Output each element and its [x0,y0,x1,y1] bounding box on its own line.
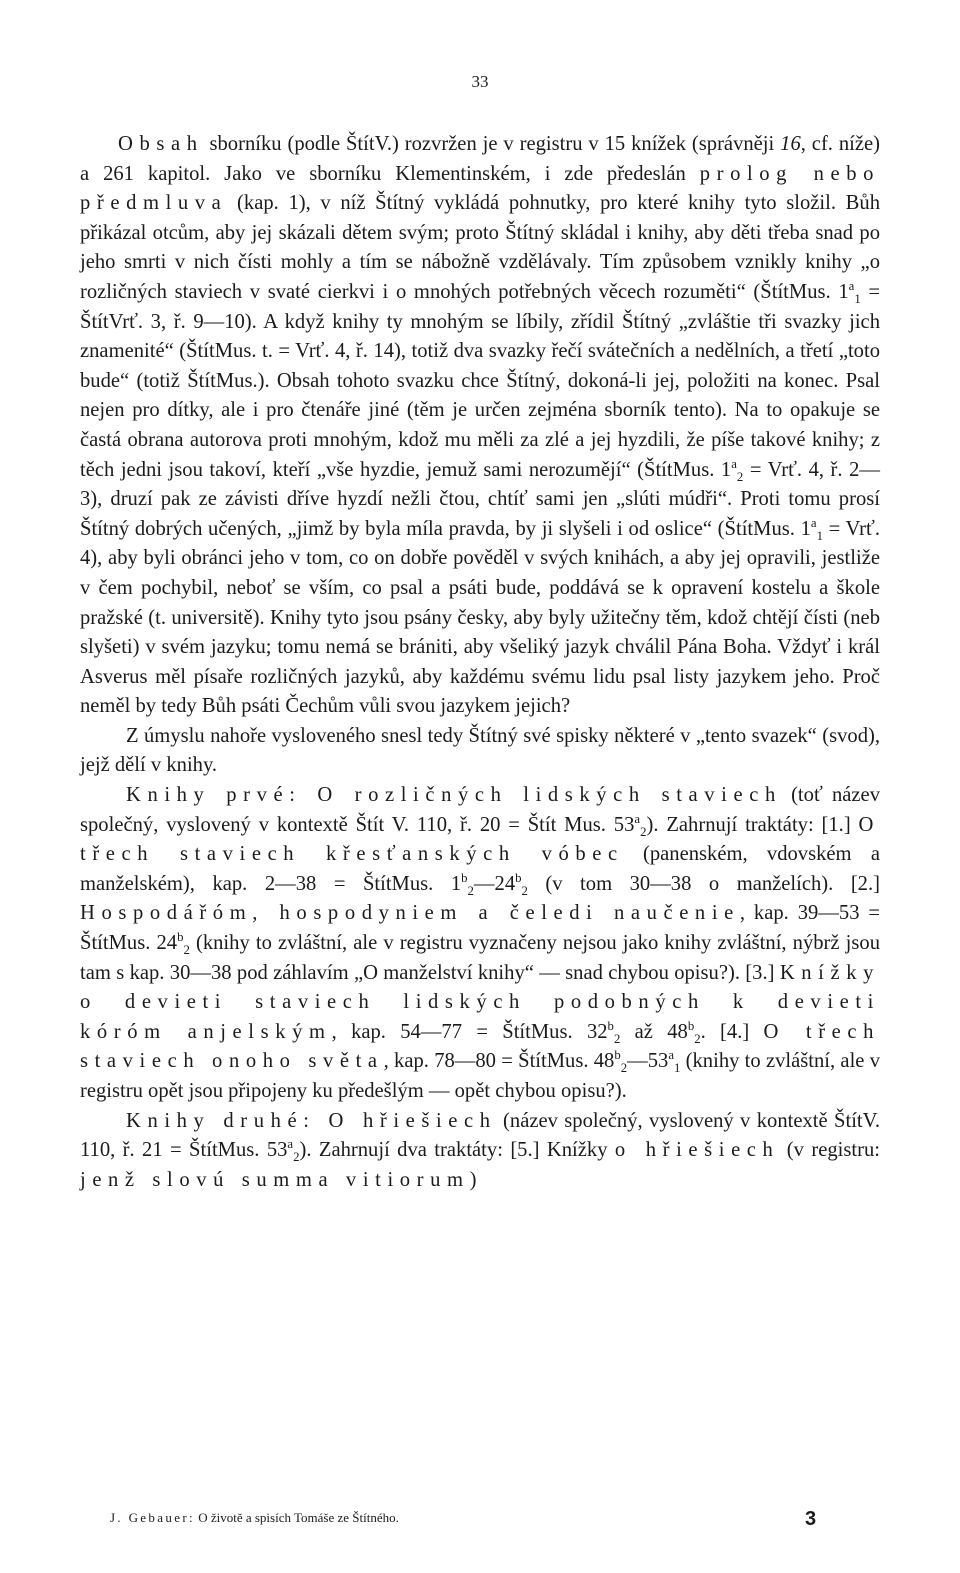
text-run: (název společný, vyslovený v kontextě ŠtítV. 110, ř. 21 = ŠtítMus. 53 [80,1109,881,1162]
superscript: a [668,1048,674,1063]
text-run: —53 [627,1050,669,1073]
superscript: a [848,279,855,294]
subscript: 2 [613,1031,621,1046]
subscript: 2 [640,824,647,839]
superscript: a [810,515,817,530]
text-run: = ŠtítVrť. 3, ř. 9—10). A když knihy ty mnohým se líbily, zřídil Štítný „zvláštie tři svazky jich znamenité“ (ŠtítMus. t. = Vrť. 4, ř. 14), totiž dva svazky řečí svátečních a nedělních, a třetí „toto bude“ (totiž ŠtítMus.). Obsah tohoto svazku chce Štítný, dokoná-li jej, položiti na konec. Psal nejen pro dítky, ale i pro čtenáře jiné (těm je určen zejména sborník tento). Na to opakuje se častá obrana autorova proti mnohým, kdož mu měli za zlé a jej hyzdili, že píše takové knihy; z těch jedni jsou takoví, kteří „vše hyzdie, jemuž sami nerozumějí“ (ŠtítMus. 1 [80,280,880,481]
subscript: 2 [521,883,528,898]
text-run: (knihy to zvláštní, ale v registru vyznačeny nejsou jako knihy zvláštní, nýbrž jsou tam s kap. 30—38 pod záhlavím „O manželství knihy“ — snad chybou opisu?). [3.] [80,932,880,984]
text-run: = Vrť. 4, ř. 2—3), druzí pak ze závisti dříve hyzdí nežli čtou, chtíť sami jen „slúti múdři“. Proti tomu prosí Štítný dobrých učených, „jimž by byla míla pravda, by ji slyšeli i od oslice“ (ŠtítMus. 1 [80,458,880,540]
text-run: (v tom 30—38 o manželích). [2.] [527,872,880,895]
text-run: až 48 [620,1020,688,1043]
text-run: . [4.] [700,1020,764,1043]
text-run: ). Zahrnují traktáty: [1.] [646,813,859,836]
paragraph [80,781,880,1107]
text-run: , kap. 39—53 = ŠtítMus. 24 [80,902,881,955]
text-run: ). Zahrnují dva traktáty: [5.] Knížky [299,1139,615,1162]
subscript: 1 [674,1061,681,1076]
text-run: ) [469,1168,477,1191]
spaced-emphasis: O třech staviech křesťanských vóbec [80,813,880,866]
spaced-emphasis: Knihy prvé: O rozličných lidských staviech [126,784,782,807]
text-run: Z úmyslu nahoře vysloveného snesl tedy Štítný své spisky některé v „tento svazek“ (svod), jejž dělí v knihy. [80,724,880,777]
text-run: , cf. níže) a 261 kapitol. Jako ve sborníku Klementinském, i zde předeslán [80,133,881,185]
text-run: (toť název společný, vyslovený v kontextě Štít V. 110, ř. 20 = Štít Mus. 53 [80,784,880,836]
subscript: 2 [736,469,744,484]
spaced-emphasis: jenž slovú summa vitiorum [80,1168,470,1191]
text-run: (panenském, vdovském a manželském), kap. 2—38 = ŠtítMus. 1 [80,843,880,895]
subscript: 1 [854,292,861,307]
superscript: a [731,456,737,471]
text-run: (knihy to zvláštní, ale v registru opět jsou připojeny ku předešlým — opět chybou opisu?). [80,1050,880,1102]
superscript: b [177,930,184,945]
subscript: 2 [620,1061,628,1076]
spaced-emphasis: o hřiešiech [614,1139,780,1162]
superscript: a [287,1137,294,1152]
text-run: = Vrť. 4), aby byli obránci jeho v tom, co on dobře pověděl v svých knihách, a aby jej opravili, jestliže v čem pochybil, neboť se vším, co psal a psáti bude, poddává se k opravení kostelu a škole pražské (t. universitě). Knihy tyto jsou psány česky, aby byly užitečny těm, kdož chtějí čísti (neb slyšeti) v svém jazyku; tomu nemá se brániti, aby všeliký jazyk chválil Pána Boha. Vždyť i král Asverus měl písaře rozličných jazyků, aby každému svému lidu psal listy jazykem jeho. Proč neměl by tedy Bůh psáti Čechům vůli svou jazykem jejich? [80,517,880,718]
subscript: 2 [467,883,474,898]
subscript: 2 [293,1150,300,1165]
footer-author: J. Gebauer: [110,1510,195,1525]
superscript: b [607,1018,614,1033]
spaced-emphasis: Knihy druhé: O hřiešiech [126,1109,497,1132]
superscript: b [614,1048,621,1063]
text-run: —24 [473,872,516,895]
sheet-number: 3 [805,1508,817,1530]
superscript: b [515,870,522,885]
text-run: , kap. 78—80 = ŠtítMus. 48 [383,1050,615,1073]
subscript: 2 [694,1031,701,1046]
subscript: 1 [816,528,823,543]
paragraph [80,130,880,722]
text-run: , kap. 54—77 = ŠtítMus. 32 [331,1020,608,1043]
superscript: b [687,1018,695,1033]
body-text [80,130,880,1195]
spaced-emphasis: Obsah [118,133,204,155]
text-run: (kap. 1), v níž Štítný vykládá pohnutky, pro které knihy tyto složil. Bůh přikázal otcům, aby jej skázali dětem svým; proto Štítný skládal i knihy, aby děti třeba snad po jeho smrti v nich čísti mohly a tím se nábožně vzdělávaly. Tím způsobem vznikly knihy „o rozličných staviech v svaté cierkvi i o mnohých potřebných věcech rozuměti“ (ŠtítMus. 1 [80,192,880,303]
text-run: 16 [780,133,801,155]
text-run: (v registru: [779,1139,880,1162]
spaced-emphasis: Hospodářóm, hospodyniem a čeledi naučenie [80,902,740,925]
spaced-emphasis: O třech staviech onoho světa [80,1020,880,1073]
superscript: a [634,811,641,826]
footer-title: O životě a spisích Tomáše ze Štítného. [194,1510,399,1525]
footer-citation [110,1510,399,1526]
spaced-emphasis: Knížky o devieti staviech lidských podobných k devieti kóróm anjelským [80,961,880,1043]
spaced-emphasis: prolog nebo předmluva [80,162,880,215]
text-run: sborníku (podle ŠtítV.) rozvržen je v registru v 15 knížek (správněji [203,133,781,155]
subscript: 2 [183,943,190,958]
paragraph [80,722,880,781]
superscript: b [461,870,468,885]
page-number: 33 [471,72,489,91]
paragraph [80,1107,880,1196]
